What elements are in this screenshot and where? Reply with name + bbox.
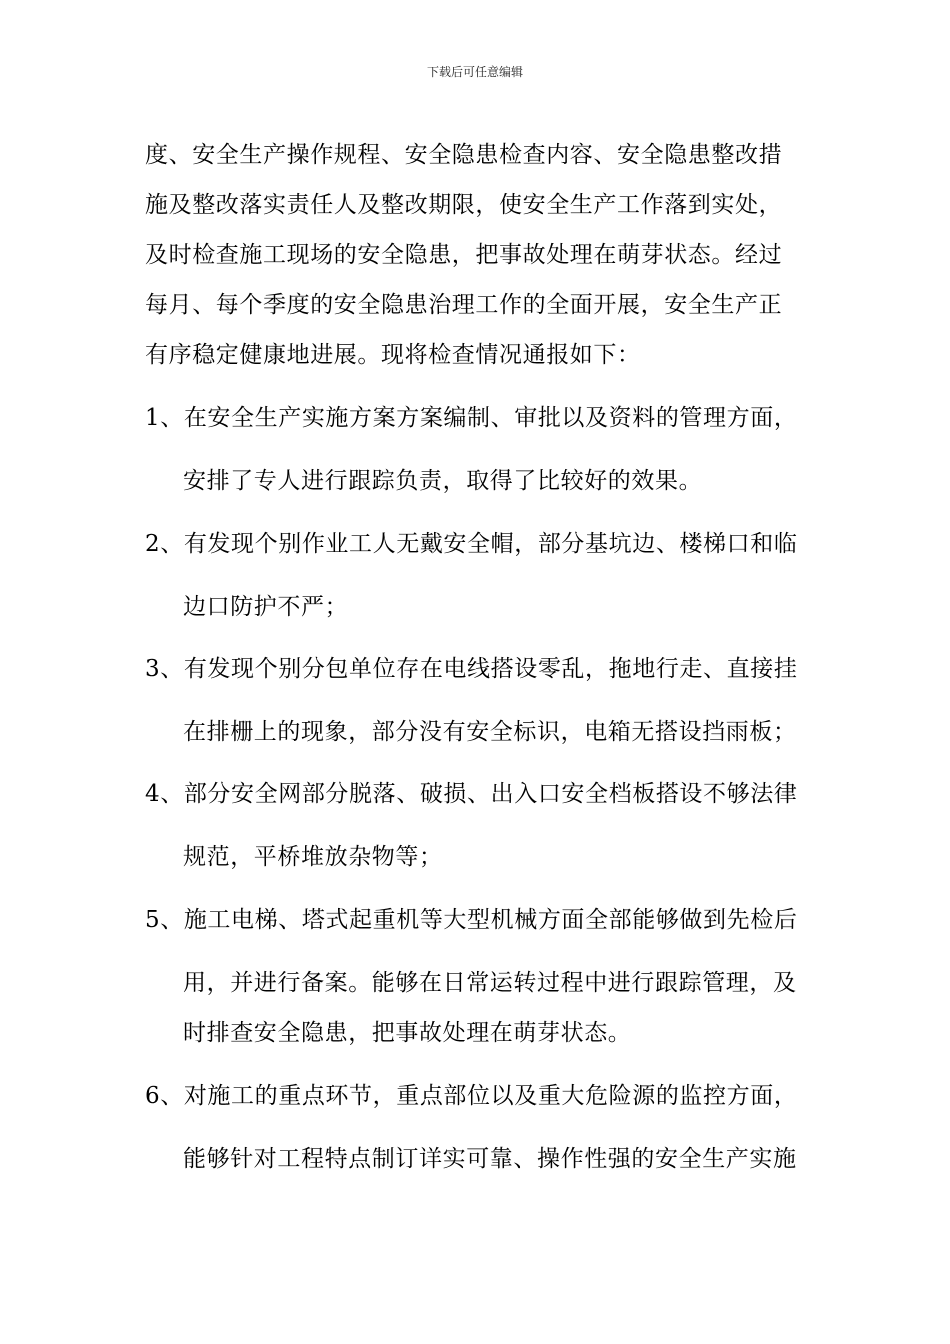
list-item-line: 时排查安全隐患，把事故处理在萌芽状态。 — [183, 1020, 632, 1046]
list-item-line: 2、有发现个别作业工人无戴安全帽，部分基坑边、楼梯口和临 — [145, 531, 798, 557]
list-item-line: 用，并进行备案。能够在日常运转过程中进行跟踪管理，及 — [183, 970, 797, 996]
intro-line: 施及整改落实责任人及整改期限，使安全生产工作落到实处， — [145, 192, 783, 218]
list-item-line: 3、有发现个别分包单位存在电线搭设零乱，拖地行走、直接挂 — [145, 656, 798, 682]
list-item-line: 在排栅上的现象，部分没有安全标识，电箱无搭设挡雨板； — [183, 719, 797, 745]
list-item-line: 5、施工电梯、塔式起重机等大型机械方面全部能够做到先检后 — [145, 907, 798, 933]
list-item-line: 4、部分安全网部分脱落、破损、出入口安全档板搭设不够法律 — [145, 781, 798, 807]
list-item-line: 安排了专人进行跟踪负责，取得了比较好的效果。 — [183, 468, 703, 494]
list-item-line: 1、在安全生产实施方案方案编制、审批以及资料的管理方面， — [145, 405, 798, 431]
page-header: 下载后可任意编辑 — [426, 65, 523, 79]
intro-line: 有序稳定健康地进展。现将检查情况通报如下： — [145, 342, 641, 368]
list-item-line: 规范，平桥堆放杂物等； — [183, 844, 443, 870]
intro-line: 度、安全生产操作规程、安全隐患检查内容、安全隐患整改措 — [145, 142, 783, 168]
intro-line: 每月、每个季度的安全隐患治理工作的全面开展，安全生产正 — [145, 292, 783, 318]
list-item-line: 能够针对工程特点制订详实可靠、操作性强的安全生产实施 — [183, 1146, 797, 1172]
intro-line: 及时检查施工现场的安全隐患，把事故处理在萌芽状态。经过 — [145, 242, 783, 268]
list-item-line: 边口防护不严； — [183, 594, 349, 620]
list-item-line: 6、对施工的重点环节，重点部位以及重大危险源的监控方面， — [145, 1083, 798, 1109]
